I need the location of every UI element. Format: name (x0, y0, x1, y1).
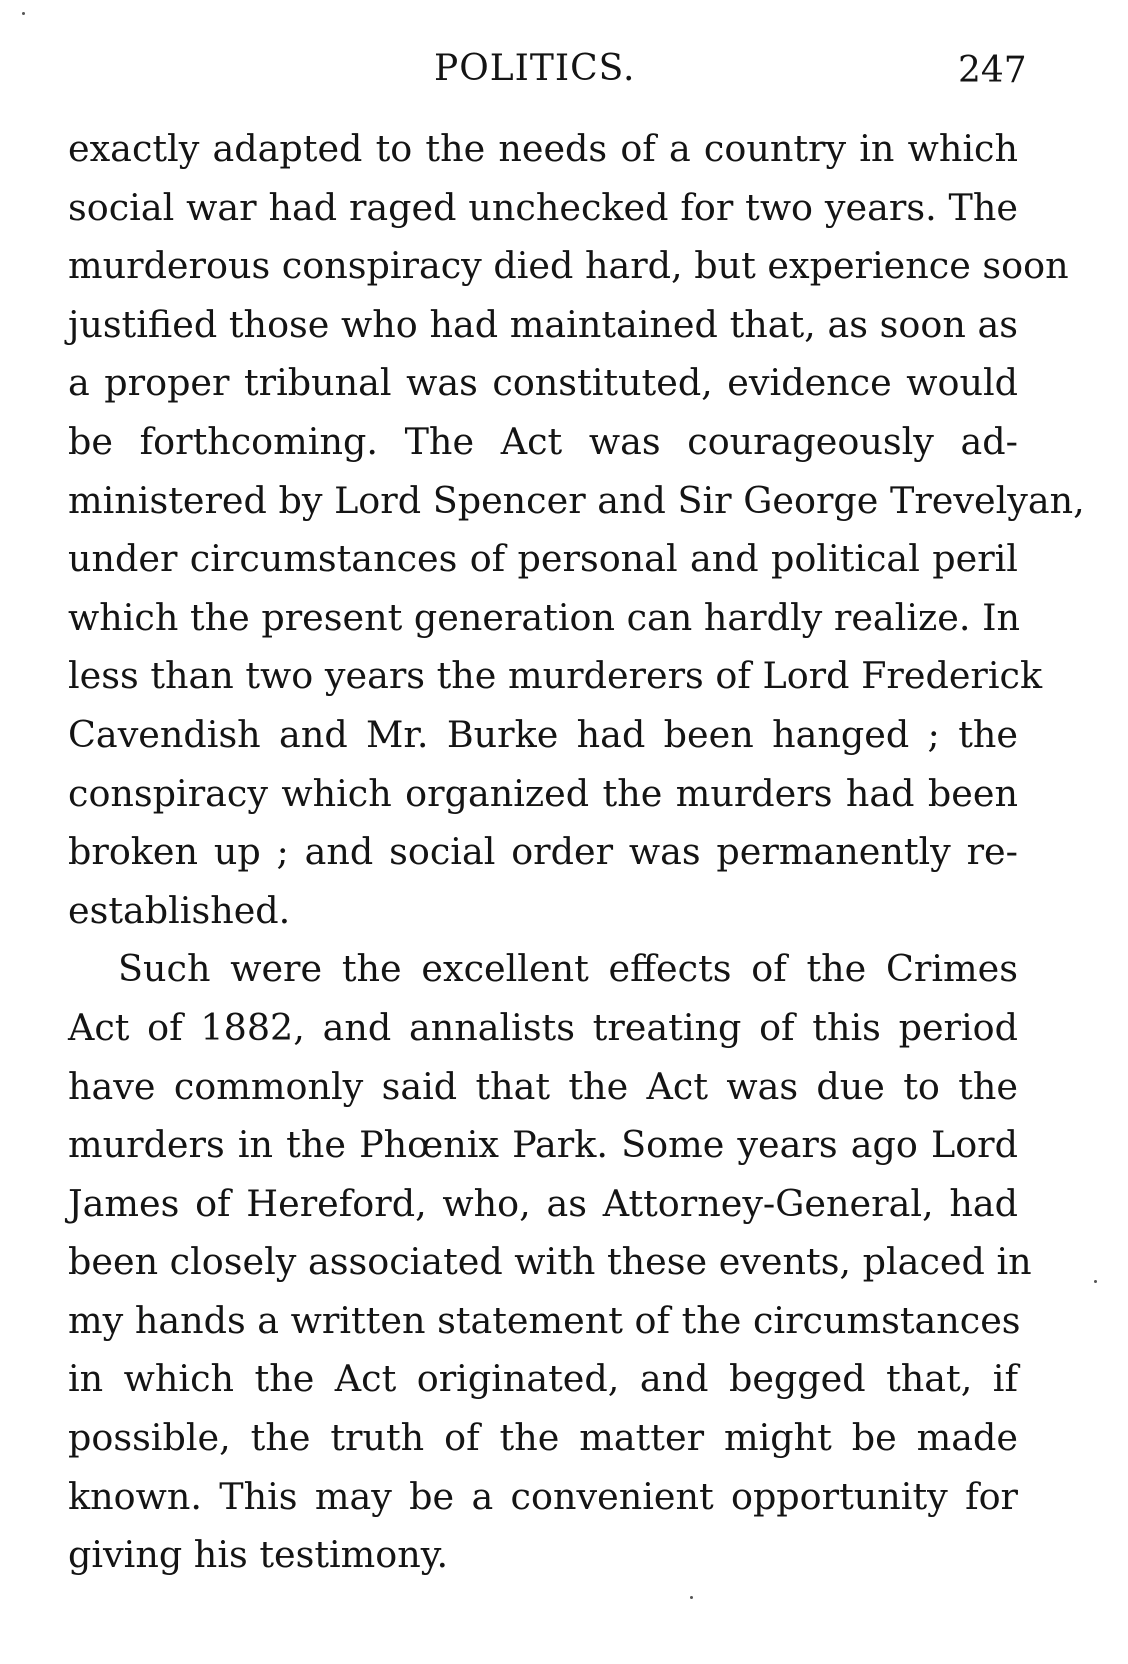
body-text (68, 120, 1085, 1585)
paragraph-1 (68, 120, 1085, 940)
text-line: under circumstances of personal and political peril (68, 537, 1018, 581)
text-line: Act of 1882, and annalists treating of this period (68, 1005, 1018, 1049)
paper-speck (1094, 1280, 1097, 1283)
text-line: less than two years the murderers of Lord Frederick (68, 654, 1043, 698)
text-line: my hands a written statement of the circumstances (68, 1298, 1021, 1342)
text-line: justified those who had maintained that, as soon as (68, 302, 1018, 346)
text-line: social war had raged unchecked for two years. The (68, 185, 1018, 229)
running-title: POLITICS. (434, 48, 636, 89)
text-line: conspiracy which organized the murders had been (68, 771, 1018, 815)
text-line: murders in the Phœnix Park. Some years ago Lord (68, 1123, 1018, 1167)
page-number: 247 (958, 50, 1027, 91)
text-line: giving his testimony. (68, 1533, 449, 1577)
text-line: exactly adapted to the needs of a country in which (68, 127, 1018, 170)
text-line: murderous conspiracy died hard, but experience soon (68, 244, 1069, 288)
text-line: James of Hereford, who, as Attorney-General, had (68, 1181, 1018, 1225)
text-line: known. This may be a convenient opportunity for (68, 1474, 1018, 1518)
paper-speck (22, 12, 25, 15)
text-line: established. (68, 888, 291, 932)
text-line: Such were the excellent effects of the Crimes (118, 947, 1018, 991)
text-line: a proper tribunal was constituted, evidence would (68, 361, 1018, 405)
text-line: Cavendish and Mr. Burke had been hanged ; the (68, 712, 1018, 756)
paper-speck (690, 1596, 693, 1599)
text-line: broken up ; and social order was permanently re- (68, 830, 1018, 874)
text-line: possible, the truth of the matter might be made (68, 1416, 1018, 1460)
text-line: been closely associated with these events, placed in (68, 1240, 1032, 1284)
text-line: have commonly said that the Act was due to the (68, 1064, 1018, 1108)
running-head (0, 48, 1128, 98)
text-line: ministered by Lord Spencer and Sir George Trevelyan, (68, 478, 1085, 522)
text-line: be forthcoming. The Act was courageously ad- (68, 419, 1018, 463)
text-line: in which the Act originated, and begged that, if (68, 1357, 1018, 1401)
text-line: which the present generation can hardly realize. In (68, 595, 1020, 639)
paragraph-2 (68, 940, 1032, 1585)
